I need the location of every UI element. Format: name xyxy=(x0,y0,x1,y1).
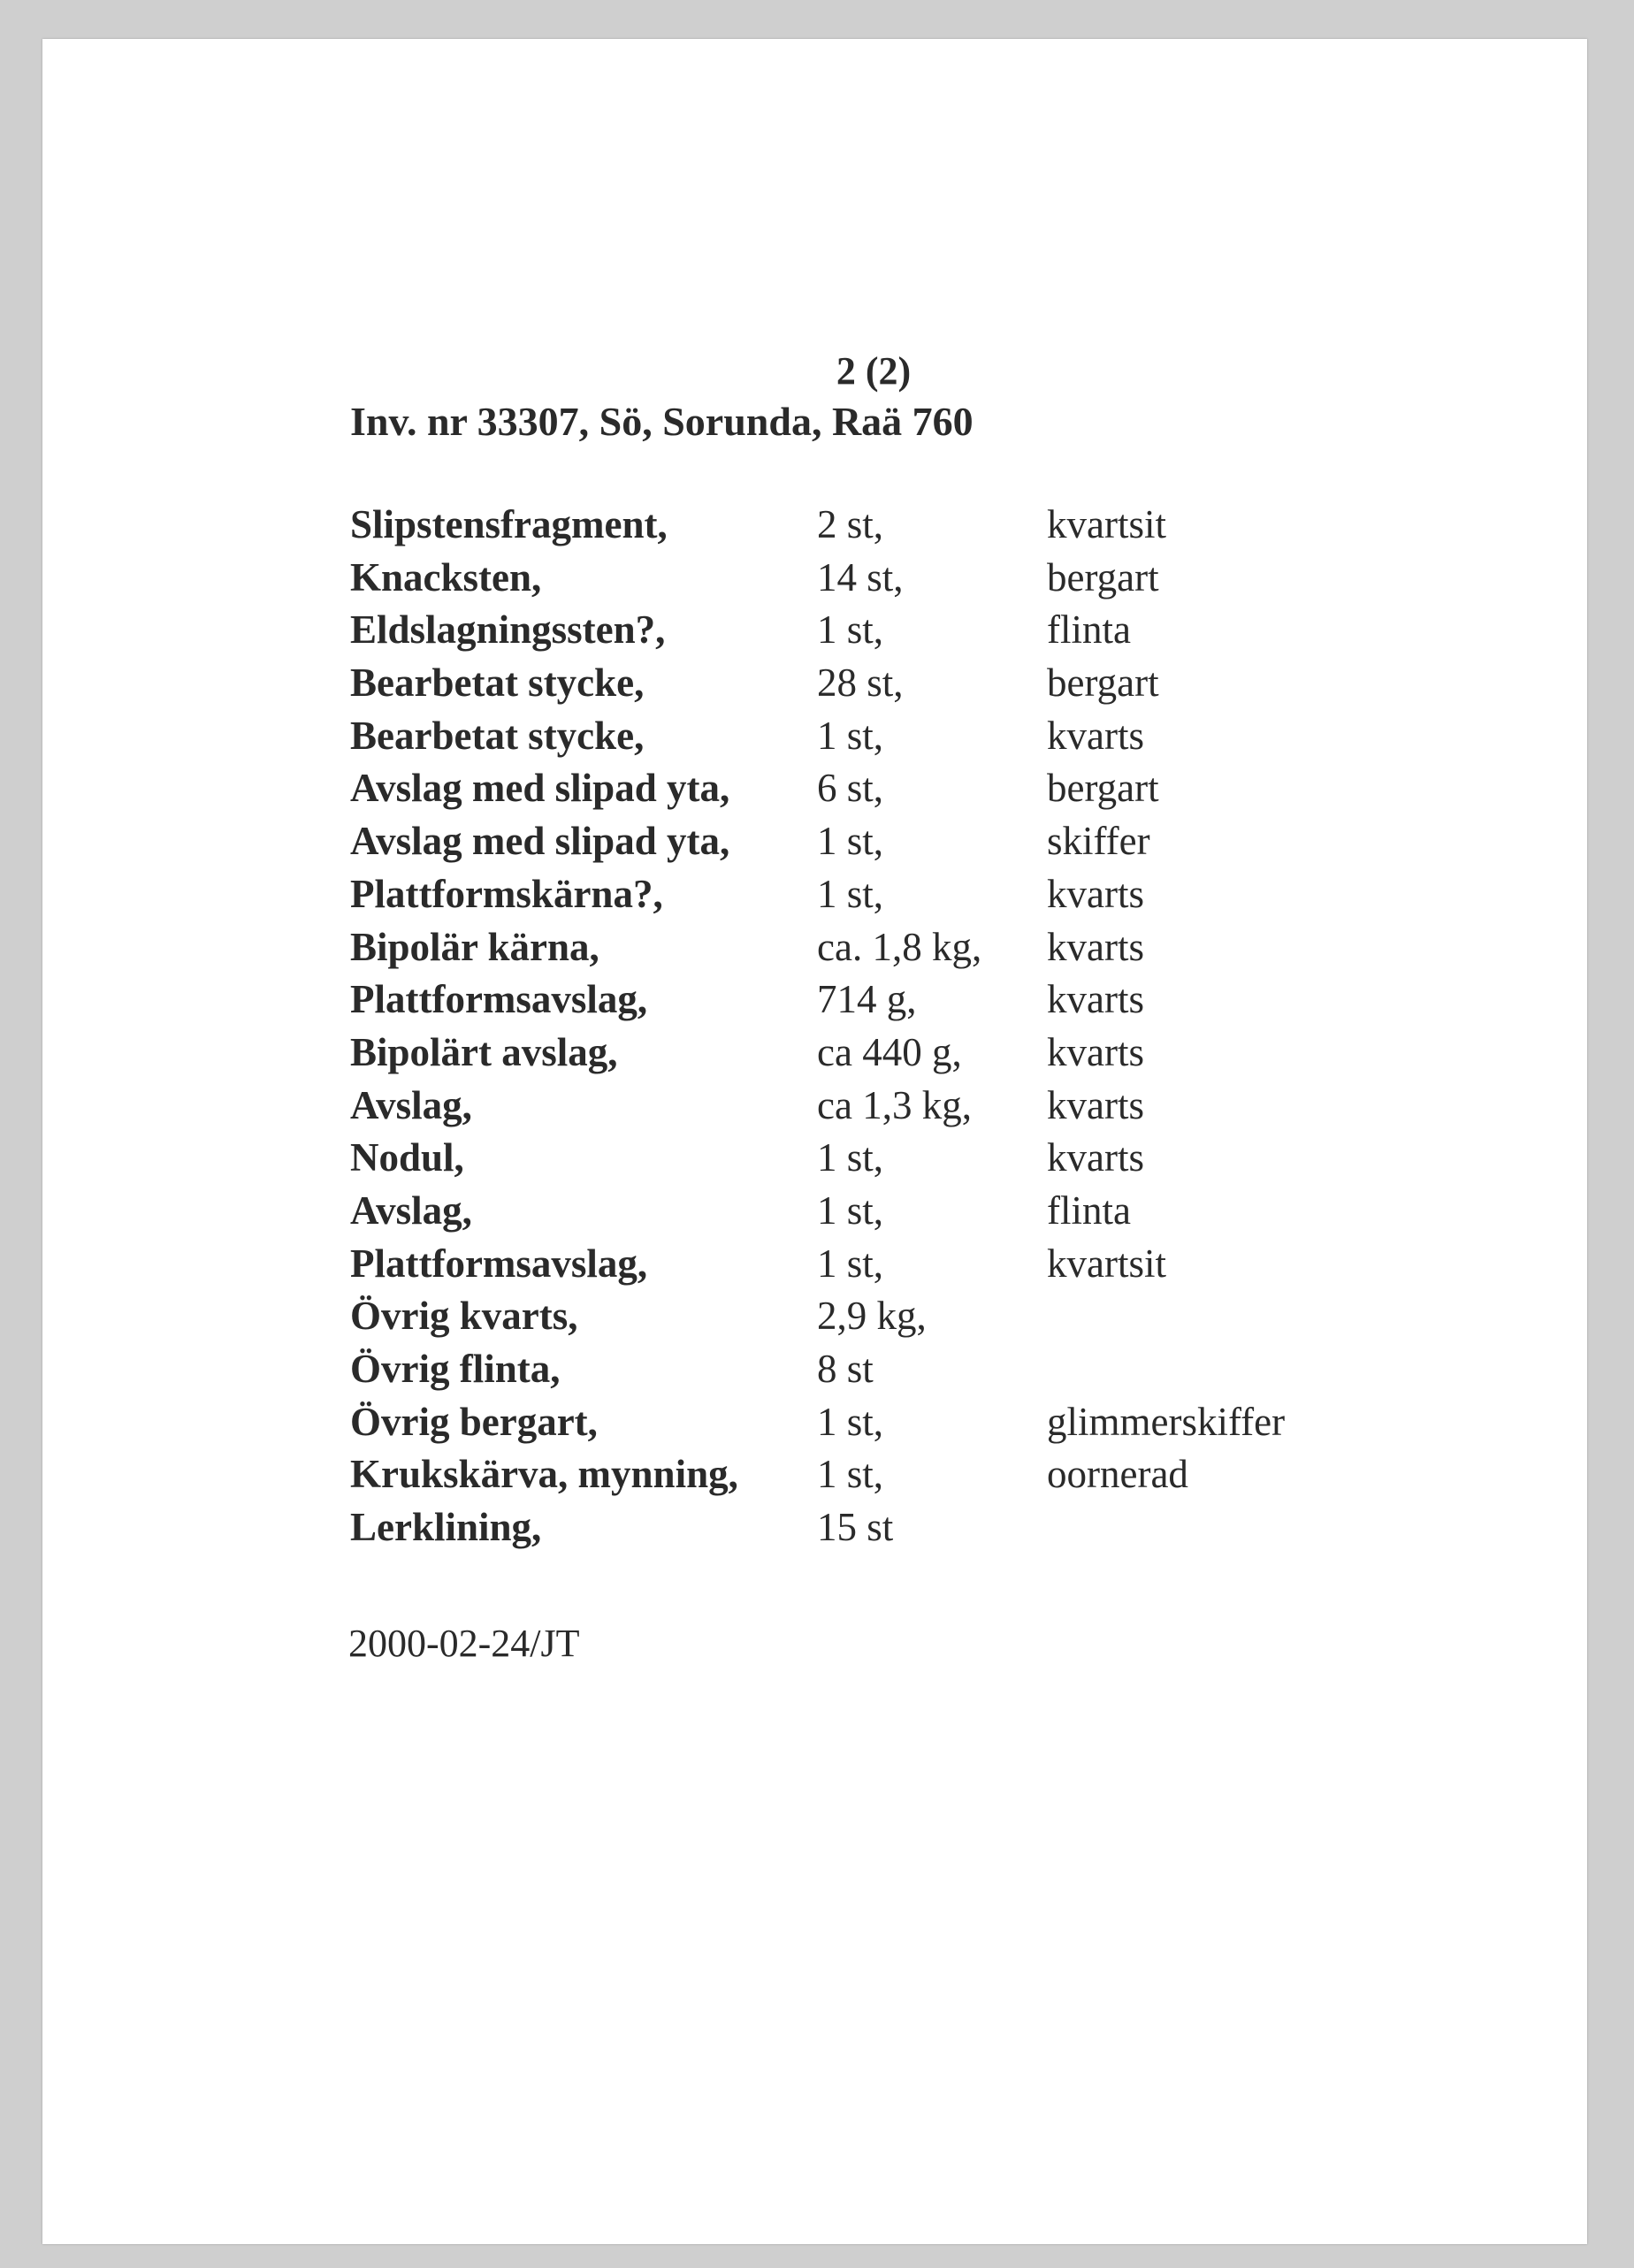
item-name: Nodul, xyxy=(350,1135,464,1180)
item-material: kvartsit xyxy=(1047,502,1166,546)
item-material: kvarts xyxy=(1047,924,1144,969)
item-name: Avslag med slipad yta, xyxy=(350,766,730,811)
item-material: glimmerskiffer xyxy=(1047,1399,1286,1444)
item-material: kvarts xyxy=(1047,977,1144,1022)
footer-date-signature: 2000-02-24/JT xyxy=(348,1622,580,1665)
item-material: bergart xyxy=(1047,554,1159,599)
item-material: flinta xyxy=(1047,1187,1131,1233)
item-name: Bipolär kärna, xyxy=(350,924,599,969)
item-name: Övrig bergart, xyxy=(350,1399,598,1444)
item-quantity: 1 st, xyxy=(817,1399,884,1444)
item-quantity: 1 st, xyxy=(817,607,884,653)
item-name: Knacksten, xyxy=(350,554,542,599)
item-material: kvarts xyxy=(1047,713,1144,758)
item-material: bergart xyxy=(1047,661,1159,706)
item-quantity: ca 1,3 kg, xyxy=(817,1082,972,1127)
item-material: kvarts xyxy=(1047,1029,1144,1074)
item-material: kvarts xyxy=(1047,1135,1144,1180)
item-material: kvartsit xyxy=(1047,1241,1166,1286)
item-quantity: 714 g, xyxy=(817,977,917,1022)
item-name: Bipolärt avslag, xyxy=(350,1029,618,1074)
item-quantity: 28 st, xyxy=(817,661,904,706)
item-quantity: ca. 1,8 kg, xyxy=(817,924,982,969)
item-name: Plattformskärna?, xyxy=(350,871,663,916)
item-material: oornerad xyxy=(1047,1452,1188,1497)
item-material: kvarts xyxy=(1047,871,1144,916)
item-name: Bearbetat stycke, xyxy=(350,661,645,706)
inventory-header: Inv. nr 33307, Sö, Sorunda, Raä 760 xyxy=(350,399,974,444)
item-quantity: 1 st, xyxy=(817,1452,884,1497)
page-number: 2 (2) xyxy=(836,349,912,393)
item-quantity: 1 st, xyxy=(817,871,884,916)
item-quantity: 15 st xyxy=(817,1505,894,1550)
item-name: Lerklining, xyxy=(350,1505,542,1550)
item-name: Avslag, xyxy=(350,1187,472,1233)
item-name: Eldslagningssten?, xyxy=(350,607,666,653)
item-name: Plattformsavslag, xyxy=(350,977,648,1022)
item-material: skiffer xyxy=(1047,819,1150,864)
item-name: Slipstensfragment, xyxy=(350,502,668,546)
document-page xyxy=(42,39,1587,2244)
item-quantity: 1 st, xyxy=(817,1187,884,1233)
item-quantity: 2 st, xyxy=(817,502,884,546)
item-name: Avslag, xyxy=(350,1082,472,1127)
item-quantity: 14 st, xyxy=(817,554,904,599)
item-name: Plattformsavslag, xyxy=(350,1241,648,1286)
item-quantity: 1 st, xyxy=(817,1241,884,1286)
item-quantity: 8 st xyxy=(817,1347,874,1391)
item-name: Övrig flinta, xyxy=(350,1347,561,1391)
item-name: Krukskärva, mynning, xyxy=(350,1452,738,1497)
item-material: bergart xyxy=(1047,766,1159,811)
item-quantity: 6 st, xyxy=(817,766,884,811)
item-quantity: 1 st, xyxy=(817,713,884,758)
item-name: Avslag med slipad yta, xyxy=(350,819,730,864)
item-quantity: 2,9 kg, xyxy=(817,1294,927,1339)
item-name: Bearbetat stycke, xyxy=(350,713,645,758)
item-quantity: 1 st, xyxy=(817,819,884,864)
item-quantity: 1 st, xyxy=(817,1135,884,1180)
item-material: kvarts xyxy=(1047,1082,1144,1127)
item-quantity: ca 440 g, xyxy=(817,1029,962,1074)
item-name: Övrig kvarts, xyxy=(350,1294,578,1339)
item-material: flinta xyxy=(1047,607,1131,653)
